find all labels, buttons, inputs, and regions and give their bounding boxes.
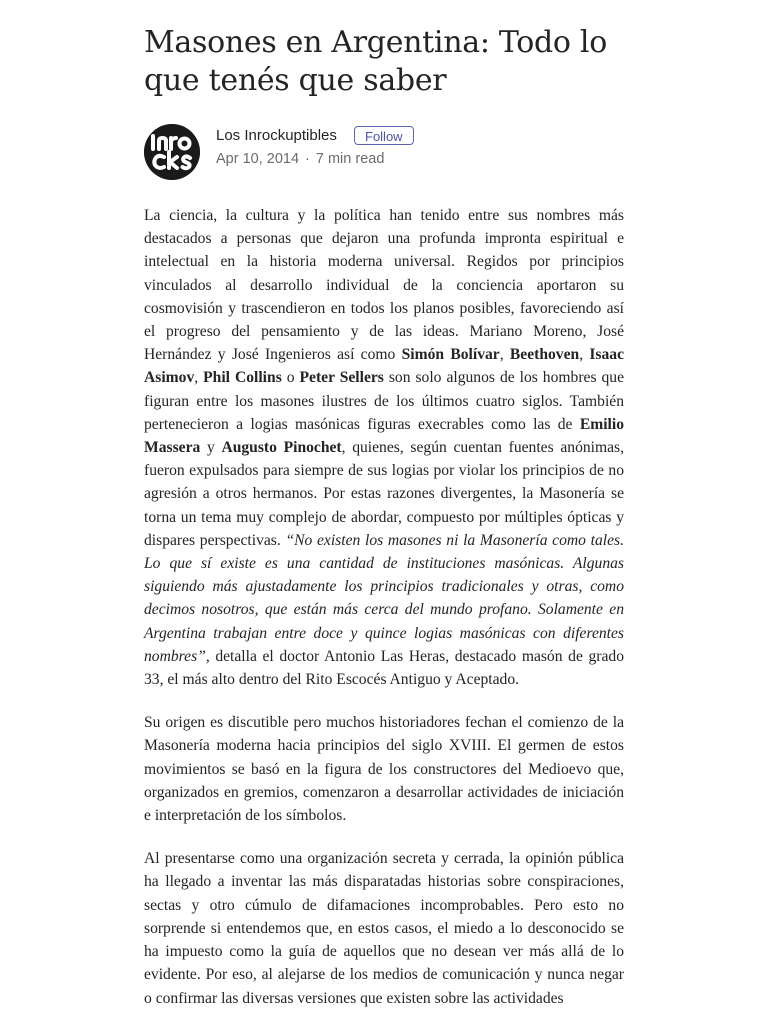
bold-text: Phil Collins: [203, 369, 282, 387]
bold-text: Emilio Massera: [144, 415, 624, 457]
author-avatar[interactable]: [144, 124, 200, 180]
paragraph-text: , quienes, según cuentan fuentes anónimas, fueron expulsados para siempre de sus logias por violar los principios de no agresión a otros hermanos. Por estas razones divergentes, la Masonería se torna un tema muy complejo de abordar, compuesto por múltiples ópticas y dispares perspectivas.: [144, 439, 625, 549]
paragraph-text: ,: [579, 346, 590, 364]
article-paragraph: [144, 711, 624, 827]
article-body: [144, 204, 624, 1010]
bold-text: Augusto Pinochet: [221, 439, 342, 457]
paragraph-text: y: [200, 439, 222, 457]
article-paragraph: [144, 847, 624, 1009]
bold-text: Peter Sellers: [299, 369, 384, 387]
paragraph-text: son solo algunos de los hombres que figuran entre los masones ilustres de los últimos cuatro siglos. También pertenecieron a logias masónicas figuras execrables como las de: [144, 369, 625, 433]
bold-text: Simón Bolívar: [401, 346, 500, 364]
article-title: Masones en Argentina: Todo lo que tenés que saber: [144, 25, 607, 98]
paragraph-text: o: [281, 369, 300, 387]
meta-separator: ·: [305, 151, 310, 167]
byline: [144, 122, 624, 182]
bold-text: Beethoven: [509, 346, 580, 364]
author-name-link[interactable]: Los Inrockuptibles: [216, 127, 337, 144]
article: [144, 24, 624, 1024]
paragraph-text: La ciencia, la cultura y la política han tenido entre sus nombres más destacados a personas que dejaron una profunda impronta espiritual e intelectual en la historia moderna universal. Regidos por principios vinculados al desarrollo individual de la conciencia aportaron su cosmovisión y trascendieron en todos los planos posibles, favoreciendo así el progreso del pensamiento y de las ideas. Mariano Moreno, José Hernández y José Ingenieros así como: [144, 207, 624, 364]
follow-button[interactable]: Follow: [354, 126, 414, 145]
paragraph-text: ,: [499, 346, 510, 364]
inrocks-logo-icon: [144, 124, 200, 180]
bold-text: Isaac Asimov: [144, 346, 625, 387]
article-paragraph: [144, 204, 624, 691]
read-time: 7 min read: [315, 151, 385, 167]
paragraph-text: ,: [194, 369, 204, 387]
publish-date: Apr 10, 2014: [216, 151, 300, 167]
paragraph-text: Su origen es discutible pero muchos historiadores fechan el comienzo de la Masonería moderna hacia principios del siglo XVIII. El germen de estos movimientos se basó en la figura de los constructores del Medioevo que, organizados en gremios, comenzaron a desarrollar actividades de iniciación e interpretación de los símbolos.: [144, 714, 624, 825]
paragraph-text: Al presentarse como una organización secreta y cerrada, la opinión pública ha llegado a inventar las más disparatadas historias sobre conspiraciones, sectas y otro cúmulo de difamaciones incomprobables. Pero esto no sorprende si entendemos que, en estos casos, el miedo a lo desconocido se ha impuesto como la guía de aquellos que no desean ver más allá de lo evidente. Por eso, al alejarse de los medios de comunicación y nunca negar o confirmar las diversas versiones que existen sobre las actividades: [144, 850, 624, 1007]
paragraph-text: , detalla el doctor Antonio Las Heras, destacado masón de grado 33, el más alto dentro del Rito Escocés Antiguo y Aceptado.: [144, 647, 624, 689]
quote-text: “No existen los masones ni la Masonería como tales. Lo que sí existe es una cantidad de instituciones masónicas. Algunas siguiendo más ajustadamente los principios tradicionales y otras, como decimos nosotros, que están más cerca del mundo profano. Solamente en Argentina trabajan entre doce y quince logias masónicas con diferentes nombres”: [144, 531, 624, 665]
article-meta: [216, 149, 384, 169]
